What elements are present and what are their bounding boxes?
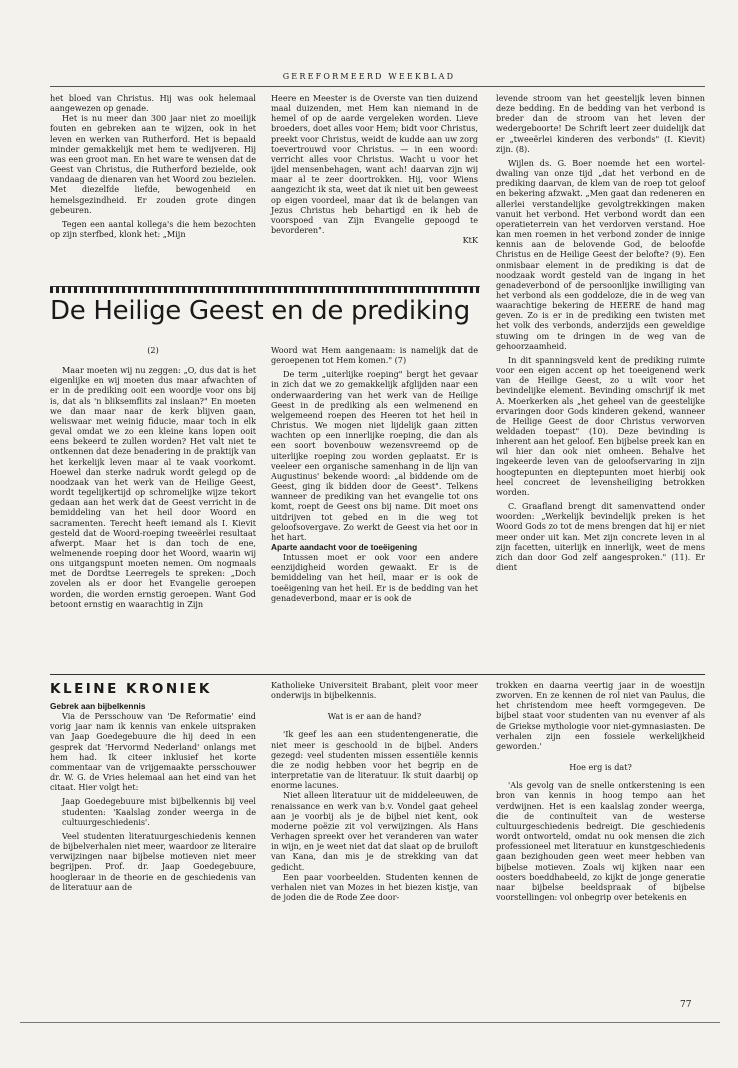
bottom-rule [20,1022,720,1023]
page-number: 77 [680,1000,692,1010]
question-heading: Wat is er aan de hand? [327,711,422,722]
paragraph: Woord wat Hem aangenaam: is namelijk dat de geroepenen tot Hem komen." (7) [271,345,478,366]
subheading: Aparte aandacht voor de toeëigening [271,541,418,552]
kroniek-subtitle: Gebrek aan bijbelkennis [50,701,146,711]
paragraph: Veel studenten literatuurgeschiedenis kennen de bijbelverhalen niet meer, waardoor ze literaire verwijzingen naar bijbelse motieven niet meer begrijpen. Prof. dr. Jaap Goedegebuure, hoogleraar in de theorie en de geschiedenis van de literatuur aan de [50,830,256,892]
paragraph: Tegen een aantal kollega's die hem bezochten op zijn sterfbed, klonk het: „Mijn [50,218,256,240]
article-col-2 [271,345,478,603]
paragraph: Het is nu meer dan 300 jaar niet zo moeilijk fouten en gebreken aan te wijzen, ook in het leven en werken van Rutherford. Het is bepaald minder gemakkelijk met hem te wedijveren. Hij was een groot man. En het ware te wensen dat de Geest van Christus, die Rutherford bezielde, ook vandaag de dienaren van het Woord zou bezielen. Met diezelfde liefde, bewogenheid en hemelsgezindheid. Er zouden grote dingen gebeuren. [50,113,256,215]
page-header: GEREFORMEERD WEEKBLAD [282,72,456,81]
article-col-1 [50,345,256,609]
section-rule [50,674,705,675]
header-rule [50,86,705,87]
paragraph: De term „uiterlijke roeping" bergt het gevaar in zich dat we zo gemakkelijk afglijden naar een onderwaardering van het werk van de Heilige Geest in de prediking als een welmenend en welgemeend roepen des Heeren tot het heil in Christus. We mogen niet lijdelijk gaan zitten wachten op een innerlijke roeping, die dan als een soort bovenbouw wezensvreemd op de uiterlijke roeping zou worden geplaatst. Er is veeleer een organische samenhang in de lijn van Augustinus' bekende woord: „al biddende om de Geest, ging ik bidden door de Geest". Telkens wanneer de prediking van het evangelie tot ons komt, roept de Geest ons bij name. Dit moet ons uitdrijven tot gebed en in die weg tot geloofsovergave. Zo werkt de Geest via het oor in het hart. [271,369,478,542]
kroniek-title: KLEINE KRONIEK [50,681,212,697]
paragraph: Wijlen ds. G. Boer noemde het een wortel-dwaling van onze tijd „dat het verbond en de prediking daarvan, de klem van de roep tot geloof en bekering afzwakt. „Men gaat dan redeneren en allerlei verstandelijke gevolgtrekkingen maken vanuit het verbond. Het verbond wordt dan een operatieterrein van het verdorven verstand. Hoe kan men roemen in het verbond zonder de innige kennis aan de belovende God, de beloofde Christus en de Heilige Geest der belofte? (9). Een onmisbaar element in de prediking is dat de noodzaak wordt gesteld van de ingang in het genadeverbond of de persoonlijke inwilliging van het verbond als een goddeloze, die in de weg van waarachtige bekering de HEERE de hand mag geven. Zo is er in de prediking een twisten met het volk des verbonds, anderzijds een geweldige stuwing om te dringen in de weg van de gehoorzaamheid. [496,157,705,351]
paragraph: 'Als gevolg van de snelle ontkerstening is een bron van kennis in hoog tempo aan het verdwijnen. Het is een kaalslag zonder weerga, die de continuïteit van de westerse cultuurgeschiedenis bedreigt. Die geschiedenis wordt ontworteld, omdat nu ook mensen die zich professioneel met literatuur en kunstgeschiedenis gaan bezighouden geen weet meer hebben van bijbelse motieven. Zoals wij kijken naar een oosters boeddhabeeld, zo kijkt de jonge generatie naar bijbelse beeldspraak of bijbelse voorstellingen: vol onbegrip over betekenis en [496,780,705,902]
part-number: (2) [147,345,159,355]
paragraph: In dit spanningsveld kent de prediking ruimte voor een eigen accent op het toeeigenend werk van de Heilige Geest, zo u wilt voor het bevindelijke element. Bevinding omschrijf ik met A. Moerkerken als „het geheel van de geestelijke ervaringen door Gods kinderen gekend, wanneer de Heilige Geest de door Christus verworven weldaden toepast" (10). Deze bevinding is inherent aan het geloof. Een bijbelse preek kan en wil hier dan ook niet omheen. Behalve het ingekeerde leven van de geloofservaring in zijn hoogtepunten en dieptepunten moet hierbij ook heel concreet de levensheiliging betrokken worden. [496,354,705,497]
paragraph: het bloed van Christus. Hij was ook helemaal aangewezen op genade. [50,93,256,114]
right-col [496,93,705,572]
kroniek-col-2 [271,680,478,902]
article-title: De Heilige Geest en de prediking [50,296,470,326]
paragraph: levende stroom van het geestelijk leven binnen deze bedding. En de bedding van het verbond is breder dan de stroom van het leven der wedergeboorte! De Schrift leert zeer duidelijk dat er „tweeërlei kinderen des verbonds" (I. Kievit) zijn. (8). [496,93,705,154]
paragraph: Heere en Meester is de Overste van tien duizend maal duizenden, met Hem kan niemand in de hemel of op de aarde vergeleken worden. Lieve broeders, doet alles voor Hem; bidt voor Christus, preekt voor Christus, weidt de kudde aan uw zorg toevertrouwd voor Christus. — in een woord: verricht alles voor Christus. Wacht u voor het ijdel mensenbehagen, want ach! daarvan zijn wij maar al te zeer doortrokken. Hij, voor Wiens aangezicht ik sta, weet dat ik niet uit ben geweest op eigen voordeel, maar dat ik de belangen van Jezus Christus heb behartigd en ik heb de voorspoed van Zijn Evangelie gepoogd te bevorderen". [271,93,478,236]
paragraph: Via de Persschouw van 'De Reformatie' eind vorig jaar nam ik kennis van enkele uitspraken van Jaap Goedegebuure die hij deed in een gesprek dat 'Hervormd Nederland' onlangs met hem had. Ik citeer inklusief het korte commentaar van de vrijgemaakte persschouwer dr. W. G. de Vries helemaal aan het eind van het citaat. Hier volgt het: [50,711,256,793]
paragraph: Niet alleen literatuur uit de middeleeuwen, de renaissance en werk van b.v. Vondel gaat geheel aan je voorbij als je de bijbel niet kent, ook moderne poëzie zit vol verwijzingen. Als Hans Verhagen spreekt over het veranderen van water in wijn, en je weet niet dat dat slaat op de bruiloft van Kana, dan mis je de strekking van dat gedicht. [271,790,478,872]
quote: Jaap Goedegebuure mist bijbelkennis bij veel studenten: 'Kaalslag zonder weerga in de cultuurgeschiedenis'. [62,796,256,827]
top-col-1 [50,93,256,239]
section-divider [50,286,480,293]
paragraph: Intussen moet er ook voor een andere eenzijdigheid worden gewaakt. Er is de bemiddeling van het heil, maar er is ook de toeëigening van het heil. Er is de bedding van het genadeverbond, maar er is ook de [271,552,478,603]
paragraph: Een paar voorbeelden. Studenten kennen de verhalen niet van Mozes in het biezen kistje, van de joden die de Rode Zee door- [271,871,478,902]
author-signature: KtK [462,235,478,246]
paragraph: Katholieke Universiteit Brabant, pleit voor meer onderwijs in bijbelkennis. [271,680,478,701]
question-heading: Hoe erg is dat? [569,762,632,773]
kroniek-col-1 [50,680,256,892]
top-col-2 [271,93,478,245]
kroniek-col-3 [496,680,705,902]
paragraph: C. Graafland brengt dit samenvattend onder woorden: „Werkelijk bevindelijk preken is het Woord Gods zo tot de mens brengen dat hij er niet meer onder uit kan. Met zijn concrete leven in al zijn facetten, uiterlijk en innerlijk, weet de mens zich dan door God zelf aangesproken." (11). Er dient [496,501,705,573]
paragraph: Maar moeten wij nu zeggen: „O, dus dat is het eigenlijke en wij moeten dus maar afwachten of er in de prediking ooit een woordje voor ons bij is, dat als 'n bliksemflits zal inslaan?" En moeten we dan maar naar de kerk blijven gaan, weliswaar met weinig fiducie, maar toch in elk geval omdat we zo een kleine kans lopen ooit eens bekeerd te zullen worden? Het valt niet te ontkennen dat deze benadering in de praktijk van het kerkelijk leven maar al te vaak voorkomt. Hoewel dan sterke nadruk wordt gelegd op de noodzaak van het werk van de Heilige Geest, wordt tegelijkertijd op schromelijke wijze tekort gedaan aan het werk dat de Geest verricht in de bemiddeling van het heil door Woord en sacramenten. Terecht heeft iemand als I. Kievit gesteld dat de Woord-roeping tweeërlei resultaat afwerpt. Maar het is dan toch de ene, welmenende roeping door het Woord, waarin wij ons uitgangspunt moeten nemen. Om nogmaals met de Dordtse Leerregels te spreken: „Doch zovelen als er door het Evangelie geroepen worden, die worden ernstig geroepen. Want God betoont ernstig en waarachtig in Zijn [50,365,256,609]
paragraph: 'Ik geef les aan een studentengeneratie, die niet meer is geschoold in de bijbel. Anders gezegd: veel studenten missen essentiële kennis die ze nodig hebben voor het begrip en de interpretatie van de literatuur. Ik stuit daarbij op enorme lacunes. [271,729,478,791]
paragraph: trokken en daarna veertig jaar in de woestijn zworven. En ze kennen de rol niet van Paulus, die het christendom mee heeft vormgegeven. De bijbel staat voor studenten van nu evenver af als de Griekse mythologie voor niet-gymnasiasten. De verhalen zijn een fossiele werkelijkheid geworden.' [496,680,705,751]
